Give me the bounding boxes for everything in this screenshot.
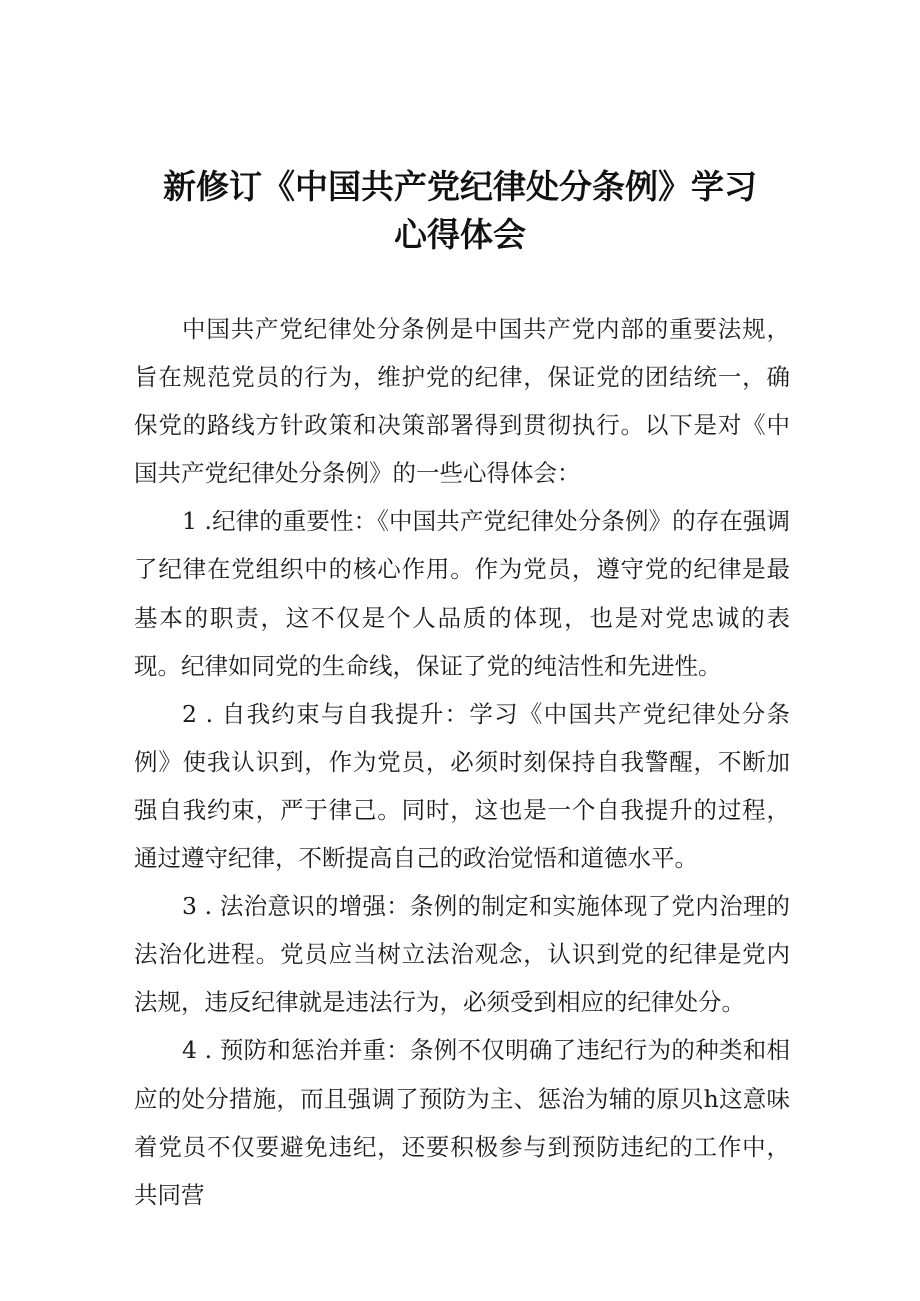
document-body <box>134 305 790 1219</box>
document-title-line-1: 新修订《中国共产党纪律处分条例》学习 <box>163 167 757 206</box>
point-2-paragraph: 2 . 自我约束与自我提升：学习《中国共产党纪律处分条例》使我认识到，作为党员，必须时刻保持自我警醒，不断加强自我约束，严于律己。同时，这也是一个自我提升的过程，通过遵守纪律，不断提高自己的政治觉悟和道德水平。 <box>134 699 790 873</box>
point-3-paragraph: 3 . 法治意识的增强：条例的制定和实施体现了党内治理的法治化进程。党员应当树立法治观念，认识到党的纪律是党内法规，违反纪律就是违法行为，必须受到相应的纪律处分。 <box>134 892 790 1017</box>
point-4-paragraph: 4 . 预防和惩治并重：条例不仅明确了违纪行为的种类和相应的处分措施，而且强调了预防为主、惩治为辅的原贝h这意味着党员不仅要避免违纪，还要积极参与到预防违纪的工作中，共同营 <box>134 1036 790 1209</box>
intro-paragraph: 中国共产党纪律处分条例是中国共产党内部的重要法规，旨在规范党员的行为，维护党的纪律，保证党的团结统一，确保党的路线方针政策和决策部署得到贯彻执行。以下是对《中国共产党纪律处分条例》的一些心得体会： <box>134 315 790 488</box>
point-1-paragraph: 1 .纪律的重要性：《中国共产党纪律处分条例》的存在强调了纪律在党组织中的核心作用。作为党员，遵守党的纪律是最基本的职责，这不仅是个人品质的体现，也是对党忠诚的表现。纪律如同党的生命线，保证了党的纯洁性和先进性。 <box>134 507 790 680</box>
document-title-line-2: 心得体会 <box>394 215 526 254</box>
